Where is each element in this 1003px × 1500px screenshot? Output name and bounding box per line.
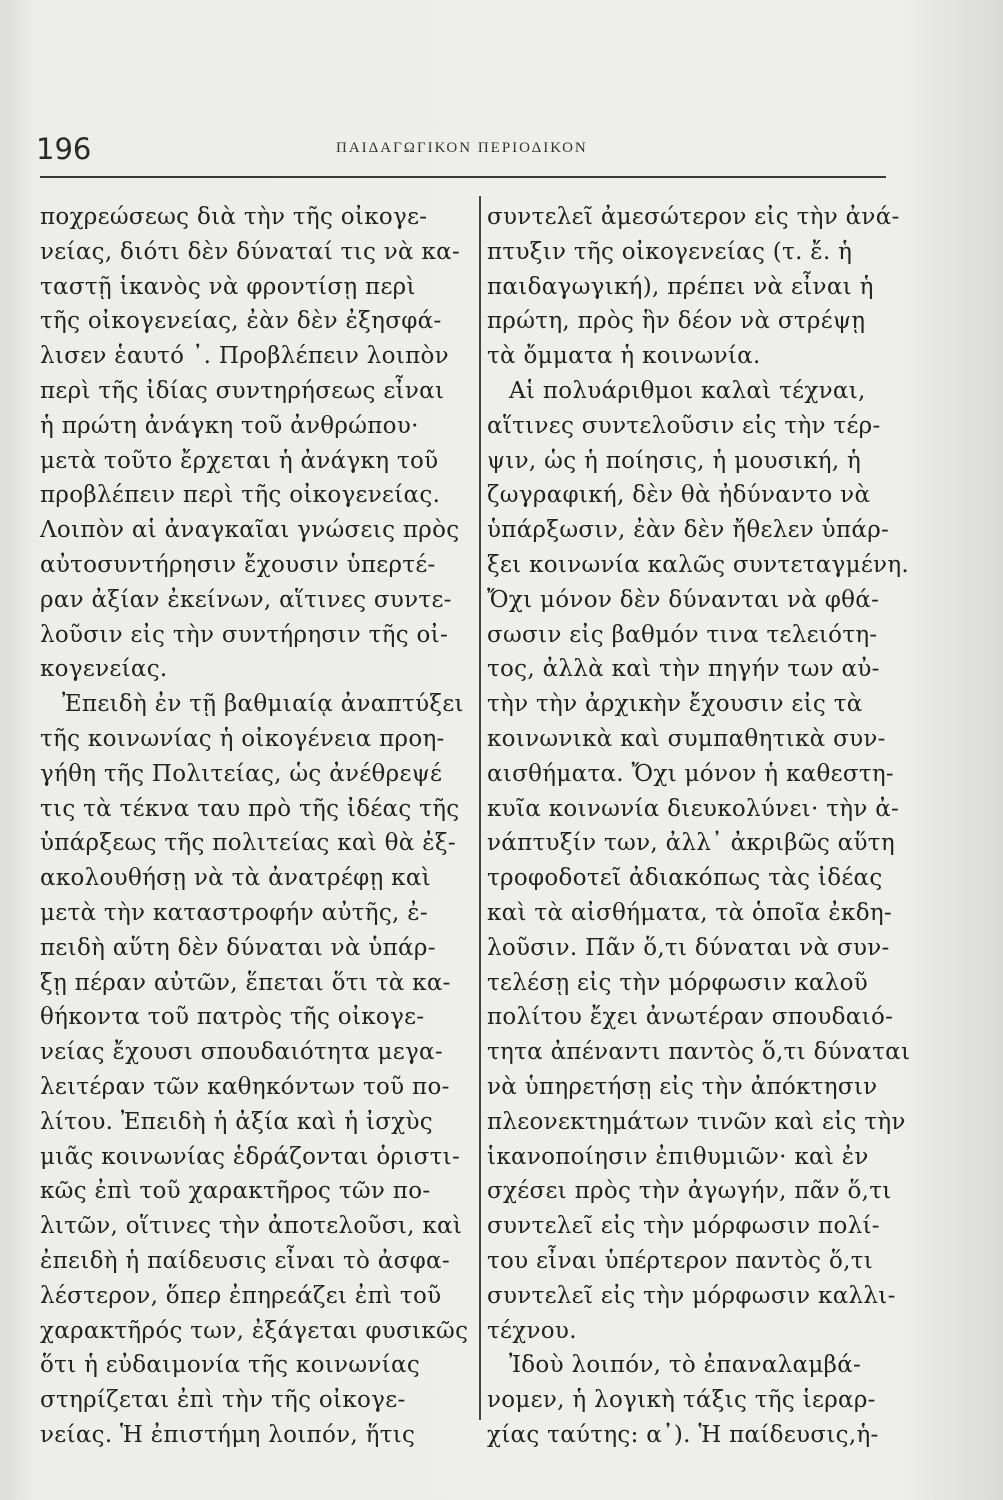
- text-line: λειτέραν τῶν καθηκόντων τοῦ πο-: [40, 1073, 450, 1100]
- text-line: νείας, διότι δὲν δύναταί τις νὰ κα-: [40, 238, 461, 265]
- text-line: σχέσει πρὸς τὴν ἀγωγήν, πᾶν ὅ,τι: [487, 1178, 892, 1205]
- text-line: συντελεῖ εἰς τὴν μόρφωσιν πολί-: [487, 1213, 880, 1240]
- text-line: τητα ἀπέναντι παντὸς ὅ,τι δύναται: [487, 1039, 911, 1066]
- text-line: κοινωνικὰ καὶ συμπαθητικὰ συν-: [487, 725, 886, 752]
- text-line: λίτου. Ἐπειδὴ ἡ ἀξία καὶ ἡ ἰσχὺς: [40, 1108, 433, 1135]
- text-line: αὐτοσυντήρησιν ἔχουσιν ὑπερτέ-: [40, 551, 436, 578]
- text-line: λιτῶν, οἵτινες τὴν ἀποτελοῦσι, καὶ: [40, 1213, 463, 1240]
- text-line: Λοιπὸν αἱ ἀναγκαῖαι γνώσεις πρὸς: [40, 517, 460, 544]
- text-line: ακολουθήσῃ νὰ τὰ ἀνατρέφῃ καὶ: [40, 865, 431, 892]
- column-divider: [479, 196, 481, 1420]
- text-line: συντελεῖ εἰς τὴν μόρφωσιν καλλι-: [487, 1282, 896, 1309]
- text-line: ἐπειδὴ ἡ παίδευσις εἶναι τὸ ἀσφα-: [40, 1247, 450, 1274]
- text-line: περὶ τῆς ἰδίας συντηρήσεως εἶναι: [40, 377, 445, 404]
- text-line: σωσιν εἰς βαθμόν τινα τελειότη-: [487, 621, 878, 648]
- left-column: [40, 200, 469, 1453]
- text-line: τροφοδοτεῖ ἀδιακόπως τὰς ἰδέας: [487, 865, 883, 892]
- header-rule: [40, 176, 886, 178]
- text-line: ψιν, ὡς ἡ ποίησις, ἡ μουσική, ἡ: [487, 447, 862, 474]
- running-title: ΠΑΙΔΑΓΩΓΙΚΟΝ ΠΕΡΙΟΔΙΚΟΝ: [336, 140, 588, 156]
- paragraph-start: Ἐπειδὴ ἐν τῇ βαθμιαίᾳ ἀναπτύξει: [62, 691, 464, 718]
- text-line: ποχρεώσεως διὰ τὴν τῆς οἰκογε-: [40, 204, 428, 230]
- text-line: ραν ἀξίαν ἐκείνων, αἵτινες συντε-: [40, 586, 452, 613]
- text-line: νείας. Ἡ ἐπιστήμη λοιπόν, ἥτις: [40, 1421, 416, 1448]
- text-line: μετὰ τὴν καταστροφήν αὐτῆς, ἐ-: [40, 899, 428, 926]
- page-number: 196: [36, 132, 92, 166]
- text-line: ταστῇ ἱκανὸς νὰ φροντίσῃ περὶ: [40, 273, 416, 300]
- text-line: προβλέπειν περὶ τῆς οἰκογενείας.: [40, 482, 441, 509]
- text-line: λοῦσιν εἰς τὴν συντήρησιν τῆς οἰ-: [40, 621, 449, 648]
- text-line: λισεν ἑαυτό ᾿. Προβλέπειν λοιπὸν: [40, 343, 449, 370]
- text-line: θήκοντα τοῦ πατρὸς τῆς οἰκογε-: [40, 1004, 425, 1031]
- text-line: πτυξιν τῆς οἰκογενείας (τ. ἔ. ἡ: [487, 238, 853, 265]
- text-line: συντελεῖ ἀμεσώτερον εἰς τὴν ἀνά-: [487, 204, 900, 230]
- page-header: [36, 128, 888, 172]
- text-line: ἡ πρώτη ἀνάγκη τοῦ ἀνθρώπου·: [40, 412, 419, 439]
- right-column: [487, 200, 917, 1453]
- text-line: τὰ ὄμματα ἡ κοινωνία.: [487, 343, 761, 370]
- text-line: νείας ἔχουσι σπουδαιότητα μεγα-: [40, 1039, 443, 1066]
- text-line: παιδαγωγική), πρέπει νὰ εἶναι ἡ: [487, 273, 874, 300]
- text-line: αἵτινες συντελοῦσιν εἰς τὴν τέρ-: [487, 412, 881, 439]
- text-line: αισθήματα. Ὄχι μόνον ἡ καθεστη-: [487, 760, 895, 787]
- text-line: πειδὴ αὕτη δὲν δύναται νὰ ὑπάρ-: [40, 934, 436, 961]
- text-line: γήθη τῆς Πολιτείας, ὡς ἀνέθρεψέ: [40, 760, 443, 787]
- text-line: μετὰ τοῦτο ἔρχεται ἡ ἀνάγκη τοῦ: [40, 447, 439, 474]
- paragraph-start: Αἱ πολυάριθμοι καλαὶ τέχναι,: [509, 377, 866, 404]
- text-line: του εἶναι ὑπέρτερον παντὸς ὅ,τι: [487, 1247, 874, 1274]
- text-line: στηρίζεται ἐπὶ τὴν τῆς οἰκογε-: [40, 1387, 406, 1414]
- text-line: τελέσῃ εἰς τὴν μόρφωσιν καλοῦ: [487, 969, 869, 996]
- text-line: λέστερον, ὅπερ ἐπηρεάζει ἐπὶ τοῦ: [40, 1282, 442, 1309]
- text-line: κογενείας.: [40, 656, 168, 683]
- text-line: πολίτου ἔχει ἀνωτέραν σπουδαιό-: [487, 1004, 894, 1031]
- text-line: τος, ἀλλὰ καὶ τὴν πηγήν των αὐ-: [487, 656, 880, 683]
- text-line: ξῃ πέραν αὐτῶν, ἕπεται ὅτι τὰ κα-: [40, 969, 451, 996]
- text-line: τὴν τὴν ἀρχικὴν ἔχουσιν εἰς τὰ: [487, 691, 863, 718]
- text-line: τῆς οἰκογενείας, ἐὰν δὲν ἐξησφά-: [40, 308, 442, 335]
- text-line: τέχνου.: [487, 1317, 577, 1344]
- text-line: χίας ταύτης: α᾿). Ἡ παίδευσις,ἡ-: [487, 1421, 879, 1448]
- text-line: ἱκανοποίησιν ἐπιθυμιῶν· καὶ ἐν: [487, 1143, 869, 1170]
- text-line: πλεονεκτημάτων τινῶν καὶ εἰς τὴν: [487, 1108, 906, 1135]
- text-line: ζωγραφική, δὲν θὰ ἠδύναντο νὰ: [487, 482, 871, 509]
- text-line: τις τὰ τέκνα ταυ πρὸ τῆς ἰδέας τῆς: [40, 795, 460, 822]
- text-line: ὑπάρξωσιν, ἐὰν δὲν ἤθελεν ὑπάρ-: [487, 517, 890, 544]
- text-line: καὶ τὰ αἰσθήματα, τὰ ὁποῖα ἐκδη-: [487, 899, 892, 926]
- text-line: ὑπάρξεως τῆς πολιτείας καὶ θὰ ἐξ-: [40, 830, 456, 857]
- text-line: λοῦσιν. Πᾶν ὅ,τι δύναται νὰ συν-: [487, 934, 890, 961]
- text-line: μιᾶς κοινωνίας ἑδράζονται ὁριστι-: [40, 1143, 461, 1170]
- text-line: Ὄχι μόνον δὲν δύνανται νὰ φθά-: [487, 586, 880, 613]
- text-line: ὅτι ἡ εὐδαιμονία τῆς κοινωνίας: [40, 1352, 421, 1379]
- text-line: τῆς κοινωνίας ἡ οἰκογένεια προη-: [40, 725, 445, 752]
- paragraph-start: Ἰδοὺ λοιπόν, τὸ ἐπαναλαμβά-: [509, 1352, 862, 1379]
- text-line: χαρακτῆρός των, ἐξάγεται φυσικῶς: [40, 1317, 469, 1344]
- text-line: νάπτυξίν των, ἀλλ᾿ ἀκριβῶς αὕτη: [487, 830, 895, 857]
- text-line: κυῖα κοινωνία διευκολύνει· τὴν ἀ-: [487, 795, 900, 822]
- text-line: πρώτη, πρὸς ἣν δέον νὰ στρέψῃ: [487, 308, 866, 335]
- text-line: νὰ ὑπηρετήσῃ εἰς τὴν ἀπόκτησιν: [487, 1073, 878, 1100]
- text-line: νομεν, ἡ λογικὴ τάξις τῆς ἱεραρ-: [487, 1387, 876, 1414]
- text-line: κῶς ἐπὶ τοῦ χαρακτῆρος τῶν πο-: [40, 1178, 431, 1205]
- text-line: ξει κοινωνία καλῶς συντεταγμένη.: [487, 551, 910, 578]
